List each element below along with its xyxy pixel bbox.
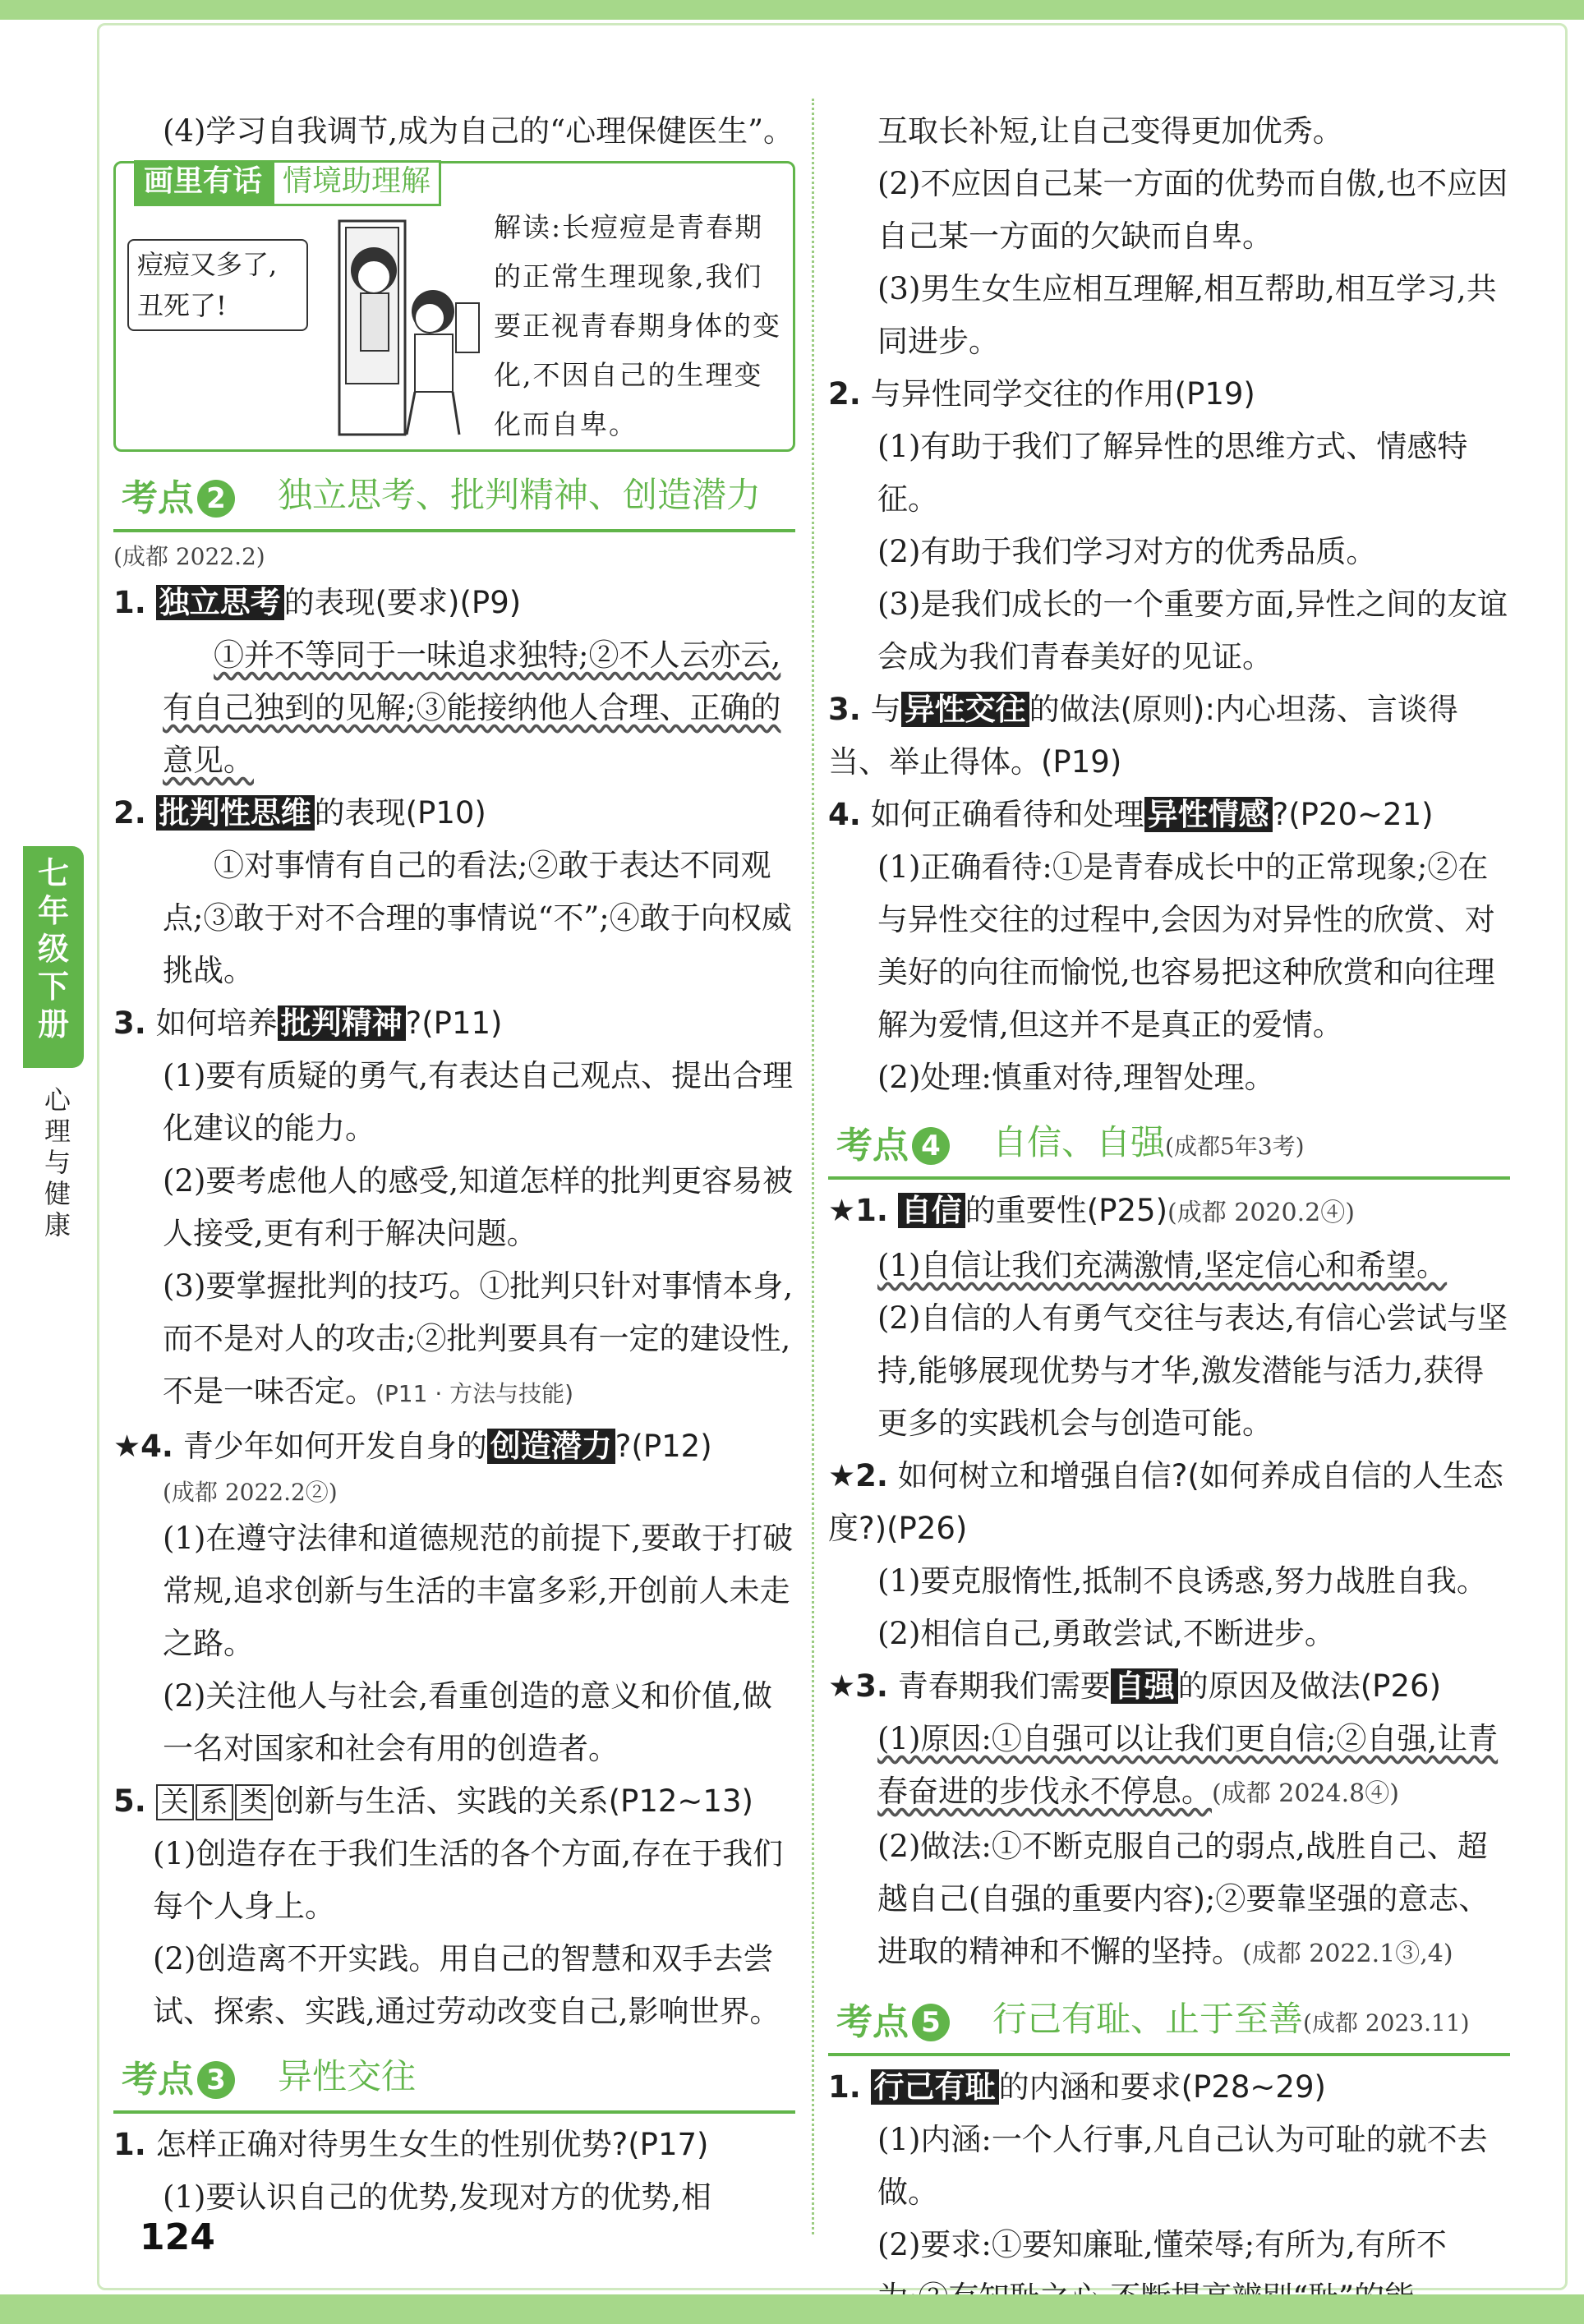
- picture-explanation: 解读:长痘痘是青春期的正常生理现象,我们要正视青春期身体的变化,不因自己的生理变化而自卑。: [494, 211, 781, 440]
- bottom-band: [0, 2294, 1584, 2324]
- r1-item-1: (1)自信让我们充满激情,坚定信心和希望。: [877, 1248, 1448, 1283]
- r-q4-number: 4.: [828, 797, 861, 832]
- r3-heading: [828, 1660, 1510, 1713]
- r-q4-item-2: (2)处理:慎重对待,理智处理。: [877, 1060, 1275, 1095]
- r1-highlight: 自信: [898, 1193, 965, 1228]
- r5-heading: [828, 2061, 1510, 2114]
- kd3-tag: [122, 2050, 235, 2102]
- r-q3-number: 3.: [828, 692, 861, 727]
- speech-bubble: 痘痘又多了,丑死了!: [127, 239, 308, 331]
- kd2-note: (成都 2022.2): [113, 543, 265, 570]
- r2-item-1: (1)要克服惰性,抵制不良诱惑,努力战胜自我。: [877, 1563, 1487, 1599]
- r2-heading: [828, 1450, 1510, 1555]
- subject-label: 心理与健康: [44, 1084, 71, 1240]
- r2-number: ★2.: [828, 1458, 888, 1493]
- kd2-number: 2: [197, 480, 235, 518]
- kd4-tag-label: 考点: [836, 1125, 909, 1167]
- r-q4-heading-pre: 如何正确看待和处理: [870, 797, 1144, 832]
- q5-heading: [113, 1775, 795, 1828]
- q5-heading-rest: 创新与生活、实践的关系(P12~13): [274, 1783, 753, 1819]
- q1-highlight: 独立思考: [156, 585, 284, 620]
- q3-item-3-text: (3)要掌握批判的技巧。①批判只针对事情本身,而不是对人的攻击;②批判要具有一定的建设性,不是一味否定。: [163, 1268, 794, 1409]
- kd3-header: [113, 2045, 795, 2114]
- r-q4-heading-rest: ?(P20~21): [1272, 797, 1434, 832]
- r5-highlight: 行己有耻: [871, 2069, 999, 2105]
- q4-heading: [113, 1420, 795, 1473]
- r3-highlight: 自强: [1111, 1668, 1178, 1704]
- q3-tail-ref: (P11 · 方法与技能): [375, 1380, 574, 1407]
- q1-heading-rest: 的表现(要求)(P9): [283, 585, 522, 620]
- kd5-tag-label: 考点: [836, 2001, 909, 2043]
- r-q2-item-1: (1)有助于我们了解异性的思维方式、情感特征。: [877, 429, 1468, 517]
- q3-item-2: (2)要考虑他人的感受,知道怎样的批判更容易被人接受,更有利于解决问题。: [163, 1163, 794, 1251]
- r-q2-item-3: (3)是我们成长的一个重要方面,异性之间的友谊会成为我们青春美好的见证。: [877, 587, 1508, 674]
- r1-heading-rest: 的重要性(P25): [965, 1193, 1168, 1228]
- r2-heading-text: 如何树立和增强自信?(如何养成自信的人生态度?)(P26): [828, 1458, 1503, 1546]
- q2-heading: [113, 787, 795, 840]
- kd3-title: 异性交往: [278, 2056, 417, 2096]
- r-q3-highlight: 异性交往: [901, 692, 1029, 727]
- top-band: [0, 0, 1584, 20]
- r-q2-heading-text: 与异性同学交往的作用(P19): [870, 376, 1255, 412]
- kd4-title: [992, 1116, 1305, 1165]
- kd4-number: 4: [912, 1127, 950, 1165]
- r-q3-heading-rest: 的做法(原则):内心坦荡、言谈得当、举止得体。(P19): [828, 692, 1458, 780]
- kd5-note: (成都 2023.11): [1303, 2009, 1470, 2036]
- r3-heading-rest: 的原因及做法(P26): [1177, 1668, 1442, 1704]
- q6-heading-text: 怎样正确对待男生女生的性别优势?(P17): [155, 2127, 709, 2162]
- kd2-title: 独立思考、批判精神、创造潜力: [278, 475, 762, 515]
- r3-item-2-text: (2)做法:①不断克服自己的弱点,战胜自己、超越自己(自强的重要内容);②要靠坚强的意志、进取的精神和不懈的坚持。: [877, 1829, 1490, 1969]
- q5-item-1: (1)创造存在于我们生活的各个方面,存在于我们每个人身上。: [153, 1836, 784, 1924]
- q3-heading-rest: ?(P11): [405, 1006, 503, 1041]
- r3-note-1: (成都 2024.8④): [1212, 1779, 1399, 1808]
- q4-highlight: 创造潜力: [487, 1429, 615, 1464]
- r3-item-1: [877, 1713, 1510, 1820]
- r-q2-heading: [828, 368, 1510, 421]
- r3-note-2: (成都 2022.1③,4): [1242, 1940, 1453, 1968]
- q4-heading-rest: ?(P12): [615, 1429, 712, 1464]
- q4-note: (成都 2022.2②): [163, 1479, 338, 1506]
- r-q4-heading: [828, 789, 1510, 841]
- grade-tab-label: 七年级下册: [37, 855, 69, 1042]
- q5-box-2: 系: [196, 1784, 233, 1820]
- r5-number: 1.: [828, 2069, 861, 2105]
- q2-body: ①对事情有自己的看法;②敢于表达不同观点;③敢于对不合理的事情说“不”;④敢于向权威挑战。: [163, 848, 792, 988]
- q3-highlight: 批判精神: [278, 1006, 406, 1041]
- r5-item-2: (2)要求:①要知廉耻,懂荣辱;有所为,有所不: [877, 2227, 1447, 2262]
- q2-highlight: 批判性思维: [156, 795, 315, 831]
- q5-number: 5.: [113, 1783, 146, 1819]
- q2-heading-rest: 的表现(P10): [314, 795, 486, 831]
- picture-box: [113, 161, 795, 452]
- q4-item-2: (2)关注他人与社会,看重创造的意义和价值,做一名对国家和社会有用的创造者。: [163, 1678, 772, 1766]
- q3-item-1: (1)要有质疑的勇气,有表达自己观点、提出合理化建议的能力。: [163, 1058, 794, 1146]
- r5-heading-rest: 的内涵和要求(P28~29): [998, 2069, 1326, 2105]
- r-q4-item-1: (1)正确看待:①是青春成长中的正常现象;②在与异性交往的过程中,会因为对异性的欣赏、对美好的向往而愉悦,也容易把这种欣赏和向往理解为爱情,但这并不是真正的爱情。: [877, 849, 1495, 1042]
- r-q2-number: 2.: [828, 376, 861, 412]
- grade-tab: [23, 846, 84, 1068]
- r3-item-1-text: (1)原因:①自强可以让我们更自信;②自强,让青春奋进的步伐永不停息。: [877, 1721, 1499, 1809]
- kd2-header: [113, 463, 795, 532]
- r-q4-highlight: 异性情感: [1144, 797, 1273, 832]
- q3-number: 3.: [113, 1006, 146, 1041]
- q4-item-1: (1)在遵守法律和道德规范的前提下,要敢于打破常规,追求创新与生活的丰富多彩,开创前人未走之路。: [163, 1521, 794, 1661]
- kd3-number: 3: [197, 2061, 235, 2099]
- left-column: [113, 105, 795, 2224]
- cont-line-1: 互取长补短,让自己变得更加优秀。: [877, 113, 1343, 149]
- r3-heading-pre: 青春期我们需要: [897, 1668, 1111, 1704]
- kd5-title: [992, 1992, 1470, 2041]
- r1-note: (成都 2020.2④): [1167, 1199, 1355, 1227]
- r-q3-heading-pre: 与: [870, 692, 901, 727]
- q1-body: ①并不等同于一味追求独特;②不人云亦云,有自己独到的见解;③能接纳他人合理、正确的意见。: [163, 637, 781, 778]
- r1-item-2: (2)自信的人有勇气交往与表达,有信心尝试与坚持,能够展现优势与才华,激发潜能与活力,获得更多的实践机会与创造可能。: [877, 1300, 1508, 1441]
- q6-heading: [113, 2119, 795, 2171]
- kd5-tag: [836, 1992, 950, 2045]
- q1-number: 1.: [113, 585, 146, 620]
- kd4-header: [828, 1111, 1510, 1180]
- picture-tag: 画里有话: [134, 160, 272, 206]
- q6-number: 1.: [113, 2127, 146, 2162]
- picture-box-title: [134, 160, 441, 206]
- r-q2-item-2: (2)有助于我们学习对方的优秀品质。: [877, 534, 1377, 569]
- cont-line-2: (2)不应因自己某一方面的优势而自傲,也不应因自己某一方面的欠缺而自卑。: [877, 166, 1508, 254]
- kd4-tag: [836, 1116, 950, 1168]
- kd2-tag: [122, 468, 235, 521]
- cont-line-3: (3)男生女生应相互理解,相互帮助,相互学习,共同进步。: [877, 271, 1497, 359]
- q3-heading: [113, 997, 795, 1050]
- r3-item-2: [877, 1820, 1510, 1981]
- q4-number: ★4.: [113, 1429, 173, 1464]
- r3-number: ★3.: [828, 1668, 888, 1704]
- q6-item-1: (1)要认识自己的优势,发现对方的优势,相: [163, 2179, 711, 2215]
- kd3-tag-label: 考点: [122, 2059, 194, 2101]
- q1-heading: [113, 577, 795, 629]
- column-divider: [812, 99, 814, 2234]
- q3-item-3: [163, 1260, 795, 1420]
- picture-subtag: 情境助理解: [272, 160, 441, 206]
- kd4-note: (成都5年3考): [1165, 1133, 1305, 1160]
- intro-line: (4)学习自我调节,成为自己的“心理保健医生”。: [163, 113, 794, 149]
- q5-box-1: 关: [156, 1784, 194, 1820]
- kd5-number: 5: [912, 2004, 950, 2041]
- q4-heading-pre: 青少年如何开发自身的: [182, 1429, 487, 1464]
- kd5-header: [828, 1987, 1510, 2056]
- q2-number: 2.: [113, 795, 146, 831]
- kd2-tag-label: 考点: [122, 477, 194, 519]
- r1-heading: [828, 1185, 1510, 1240]
- r5-item-1: (1)内涵:一个人行事,凡自己认为可耻的就不去做。: [877, 2122, 1488, 2210]
- kd4-title-text: 自信、自强: [992, 1122, 1166, 1162]
- kd5-title-text: 行己有耻、止于至善: [992, 1999, 1304, 2039]
- r2-item-2: (2)相信自己,勇敢尝试,不断进步。: [877, 1616, 1335, 1651]
- page-number: 124: [140, 2216, 215, 2258]
- q3-heading-pre: 如何培养: [155, 1006, 278, 1041]
- right-column: [828, 105, 1510, 2324]
- q5-item-2: (2)创造离不开实践。用自己的智慧和双手去尝试、探索、实践,通过劳动改变自己,影响世界。: [153, 1941, 780, 2029]
- q5-box-3: 类: [235, 1784, 273, 1820]
- r-q3-heading: [828, 683, 1510, 789]
- r1-number: ★1.: [828, 1193, 888, 1228]
